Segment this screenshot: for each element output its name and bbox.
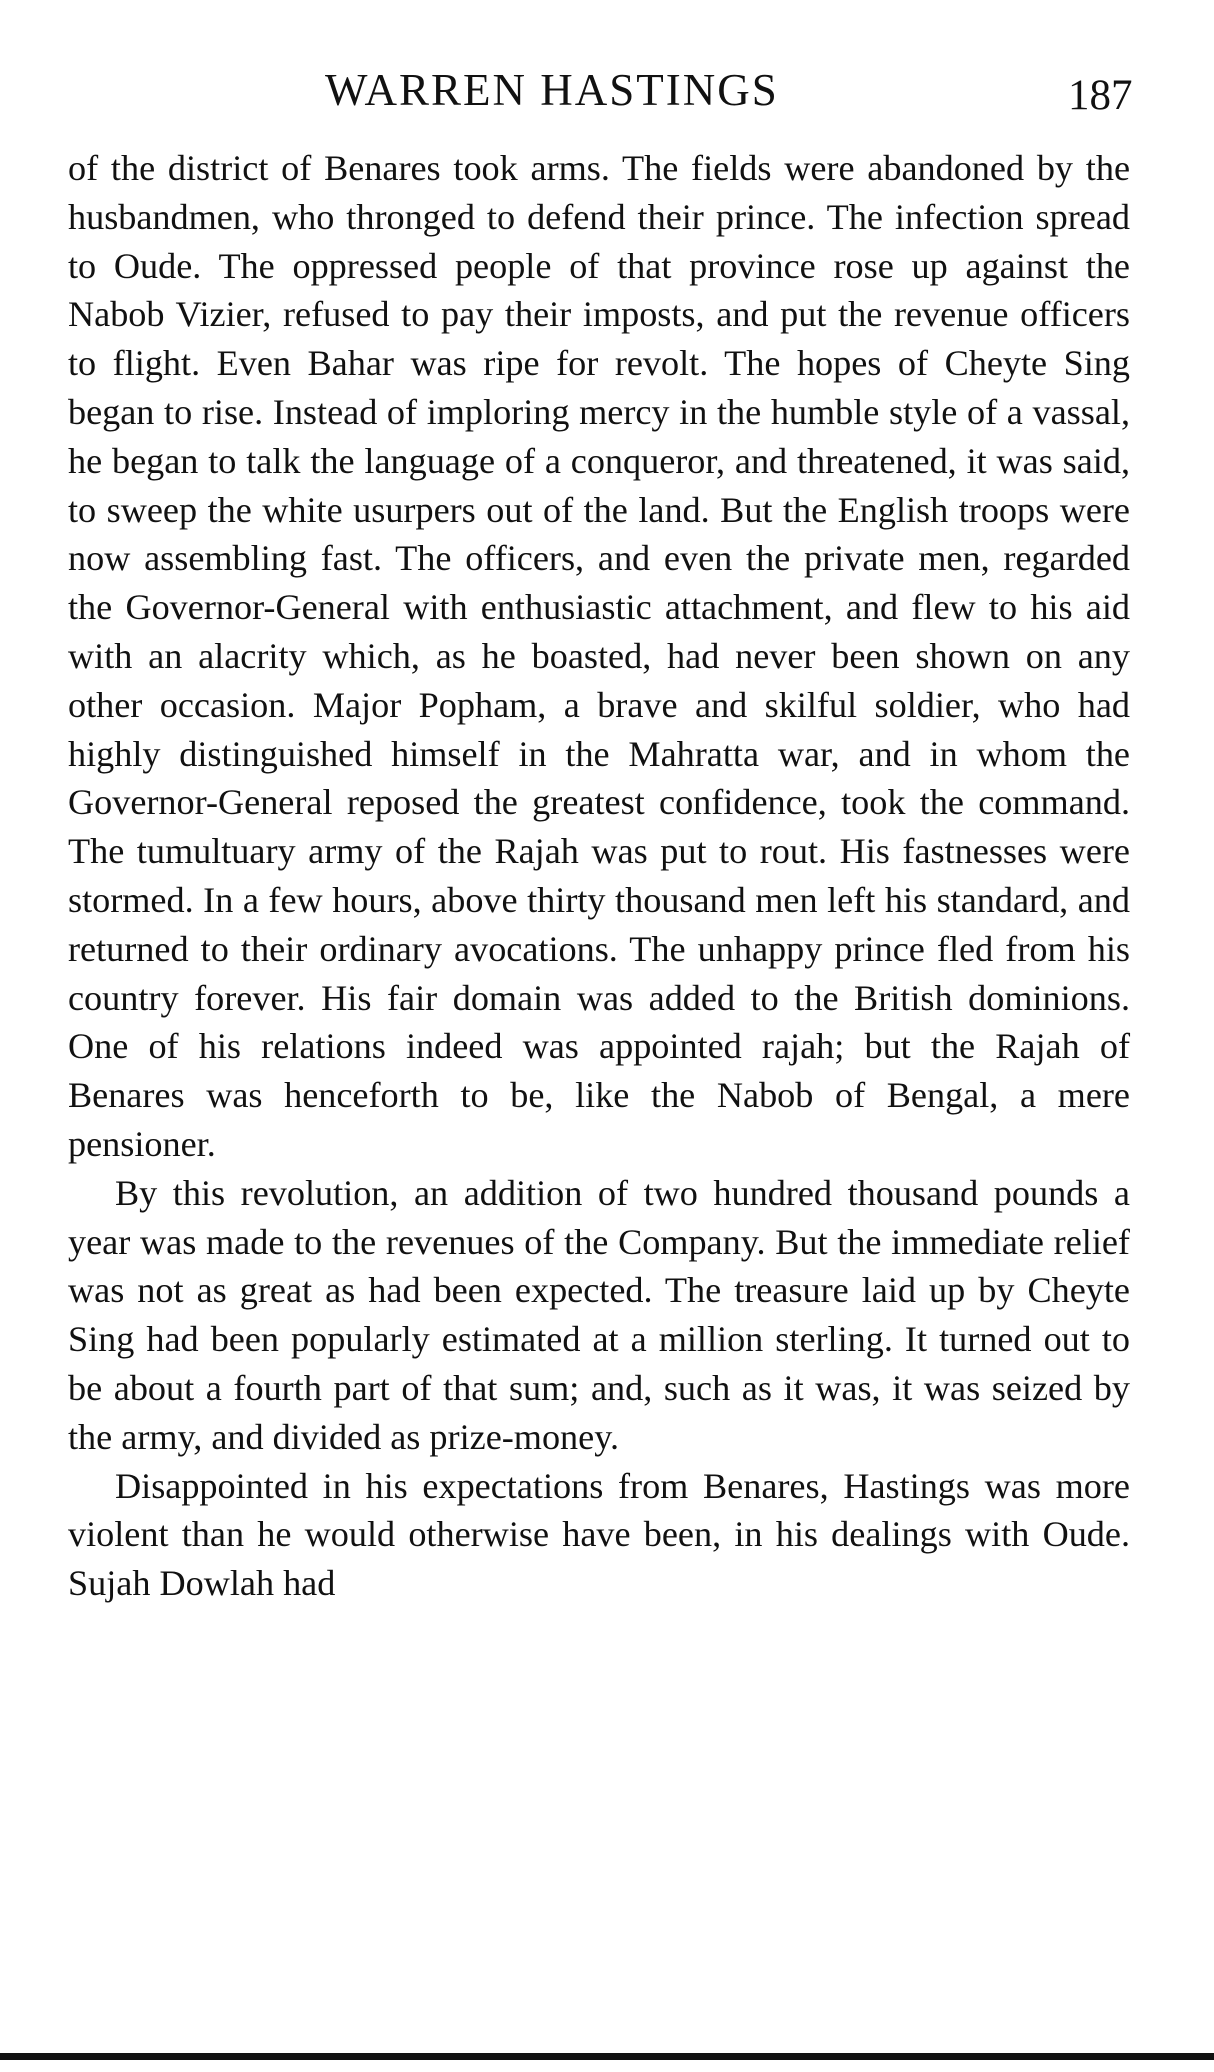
paragraph: Disappointed in his expectations from Benares, Hastings was more violent than he would otherwise have been, in his dealings with Oude. Sujah Dowlah had xyxy=(68,1465,1130,1604)
page-header xyxy=(0,60,1214,120)
running-head: WARREN HASTINGS xyxy=(325,65,779,115)
page-bottom-rule xyxy=(0,2053,1214,2060)
body-text xyxy=(68,144,1130,1608)
paragraph: By this revolution, an addition of two hundred thousand pounds a year was made to the revenues of the Company. But the immediate relief was not as great as had been expected. The treasure laid up by Cheyte Sing had been popularly estimated at a million sterling. It turned out to be about a fourth part of that sum; and, such as it was, it was seized by the army, and divided as prize-money. xyxy=(68,1172,1130,1457)
page-number: 187 xyxy=(1068,72,1133,119)
paragraph-continued: of the district of Benares took arms. The fields were abandoned by the husbandmen, who thronged to defend their prince. The infection spread to Oude. The oppressed people of that province rose up against the Nabob Vizier, refused to pay their imposts, and put the revenue officers to flight. Even Bahar was ripe for revolt. The hopes of Cheyte Sing began to rise. Instead of imploring mercy in the humble style of a vassal, he began to talk the language of a conqueror, and threatened, it was said, to sweep the white usurpers out of the land. But the English troops were now assembling fast. The officers, and even the private men, regarded the Governor-General with enthusiastic attachment, and flew to his aid with an alacrity which, as he boasted, had never been shown on any other occasion. Major Popham, a brave and skilful soldier, who had highly distinguished himself in the Mahratta war, and in whom the Governor-General reposed the greatest confidence, took the command. The tumultuary army of the Rajah was put to rout. His fastnesses were stormed. In a few hours, above thirty thousand men left his standard, and returned to their ordinary avocations. The unhappy prince fled from his country forever. His fair domain was added to the British dominions. One of his relations indeed was appointed rajah; but the Rajah of Benares was henceforth to be, like the Nabob of Bengal, a mere pensioner. xyxy=(68,148,1130,1164)
